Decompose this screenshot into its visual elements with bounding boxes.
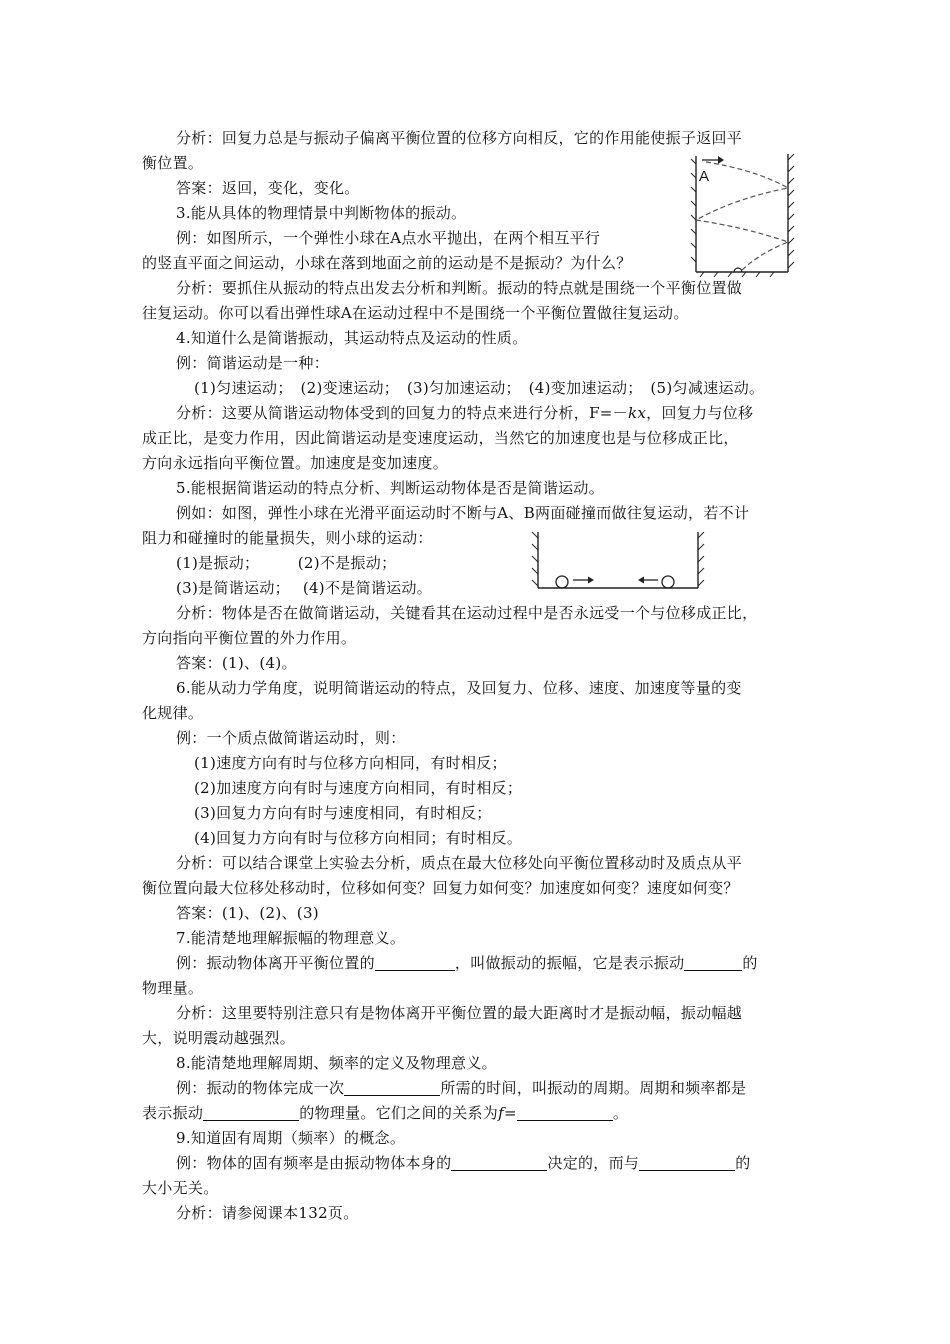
text-line: 分析：这里要特别注意只有是物体离开平衡位置的最大距离时才是振动幅，振动幅越 (176, 1004, 743, 1022)
text-line (176, 403, 753, 423)
text-line: 衡位置向最大位移处移动时，位移如何变？回复力如何变？加速度如何变？速度如何变？ (142, 879, 739, 897)
text-line (176, 1078, 746, 1098)
text-line: 答案：(1)、(4)。 (176, 654, 297, 672)
text-line: 例：如图所示，一个弹性小球在A点水平抛出，在两个相互平行 (176, 229, 601, 247)
wall-a-hatch (532, 532, 538, 586)
text-line: 方向永远指向平衡位置。加速度是变加速度。 (142, 454, 449, 472)
text-line: 例如：如图，弹性小球在光滑平面运动时不断与A、B两面碰撞而做往复运动，若不计 (176, 504, 750, 522)
text-line: 成正比，是变力作用，因此简谐运动是变速度运动，当然它的加速度也是与位移成正比， (142, 429, 739, 447)
section-heading: 4.知道什么是简谐振动，其运动特点及运动的性质。 (176, 329, 528, 347)
text-part: 。 (612, 1104, 629, 1122)
section-heading: 7.能清楚地理解振幅的物理意义。 (176, 929, 406, 947)
section-heading: 9.知道固有周期（频率）的概念。 (176, 1129, 406, 1147)
option-line: (4)回复力方向有时与位移方向相同；有时相反。 (194, 829, 523, 847)
text-part: 表示振动 (142, 1104, 204, 1122)
text-line: 往复运动。你可以看出弹性球A在运动过程中不是围绕一个平衡位置做往复运动。 (142, 304, 689, 322)
fill-blank (451, 1154, 547, 1171)
text-line: 答案：返回，变化，变化。 (176, 179, 360, 197)
text-part: 的 (742, 954, 758, 972)
text-line: 分析：请参阅课本132页。 (176, 1204, 359, 1222)
text-line: 例：简谐运动是一种： (176, 354, 330, 372)
option-line: (1)速度方向有时与位移方向相同，有时相反； (194, 754, 507, 772)
ball-right (662, 576, 674, 588)
figure-bouncing-ball-walls (688, 150, 800, 278)
text-part: 分析：这要从简谐运动物体受到的回复力的特点来进行分析，F=－ (176, 404, 628, 422)
section-heading: 5.能根据简谐运动的特点分析、判断运动物体是否是简谐运动。 (176, 479, 605, 497)
text-line: 阻力和碰撞时的能量损失，则小球的运动： (142, 529, 433, 547)
wall-b-hatch (698, 532, 704, 586)
text-part: 所需的时间，叫振动的周期。周期和频率都是 (440, 1079, 747, 1097)
fill-blank (517, 1104, 613, 1121)
text-part: 例：振动的物体完成一次 (176, 1079, 345, 1097)
text-line: 物理量。 (142, 979, 204, 997)
arrowhead (718, 156, 724, 164)
text-line: 方向指向平衡位置的外力作用。 (142, 629, 357, 647)
option-line: (1)匀速运动； (2)变速运动； (3)匀加速运动； (4)变加速运动； (5)匀减速运动。 (194, 379, 765, 397)
formula-kx: kx (627, 404, 647, 422)
ground-hatch (700, 272, 774, 277)
text-line: 的竖直平面之间运动，小球在落到地面之前的运动是不是振动？为什么？ (142, 254, 632, 272)
option-line: (3)是简谐运动； (4)不是简谐运动。 (176, 579, 433, 597)
text-part: = (503, 1104, 517, 1122)
text-line: 例：一个质点做简谐运动时，则： (176, 729, 406, 747)
fill-blank (375, 954, 455, 971)
text-part: 例：振动物体离开平衡位置的 (176, 954, 375, 972)
text-line: 分析：要抓住从振动的特点出发去分析和判断。振动的特点就是围绕一个平衡位置做 (176, 279, 743, 297)
text-line: 衡位置。 (142, 154, 204, 172)
text-line: 分析：物体是否在做简谐运动，关键看其在运动过程中是否永远受一个与位移成正比， (176, 604, 758, 622)
section-heading: 8.能清楚地理解周期、频率的定义及物理意义。 (176, 1054, 497, 1072)
text-line: 分析：可以结合课堂上实验去分析，质点在最大位移处向平衡位置移动时及质点从平 (176, 854, 743, 872)
arrowhead-left (638, 577, 644, 584)
text-line: 答案：(1)、(2)、(3) (176, 904, 319, 922)
text-part: 的 (735, 1154, 751, 1172)
fill-blank (344, 1079, 440, 1096)
text-line (142, 1103, 628, 1123)
text-part: 决定的，而与 (547, 1154, 640, 1172)
fill-blank (639, 1154, 735, 1171)
formula-f: f (498, 1104, 504, 1122)
right-wall-hatch (788, 154, 794, 268)
trajectory-path (696, 162, 788, 272)
text-line (176, 953, 758, 973)
point-a-label: A (699, 168, 710, 185)
ball-left (556, 576, 568, 588)
text-part: 的物理量。它们之间的关系为 (299, 1104, 499, 1122)
section-heading: 6.能从动力学角度，说明简谐运动的特点，及回复力、位移、速度、加速度等量的变 (176, 679, 742, 697)
fill-blank (203, 1104, 299, 1121)
arrowhead-right (588, 577, 594, 584)
option-line: (1)是振动； (2)不是振动； (176, 554, 397, 572)
text-line: 分析：回复力总是与振动子偏离平衡位置的位移方向相反，它的作用能使振子返回平 (176, 129, 743, 147)
left-wall-hatch (691, 159, 696, 262)
option-line: (2)加速度方向有时与速度方向相同，有时相反； (194, 779, 523, 797)
text-line: 化规律。 (142, 704, 204, 722)
figure-ball-between-walls (528, 528, 708, 594)
text-line: 大小无关。 (142, 1179, 219, 1197)
text-part: 例：物体的固有频率是由振动物体本身的 (176, 1154, 452, 1172)
text-part: ，叫做振动的振幅，它是表示振动 (454, 954, 685, 972)
fill-blank (684, 954, 742, 971)
section-heading: 3.能从具体的物理情景中判断物体的振动。 (176, 204, 467, 222)
text-line: 大，说明震动越强烈。 (142, 1029, 296, 1047)
option-line: (3)回复力方向有时与速度相同，有时相反； (194, 804, 492, 822)
text-part: ，回复力与位移 (646, 404, 754, 422)
text-line (176, 1153, 751, 1173)
